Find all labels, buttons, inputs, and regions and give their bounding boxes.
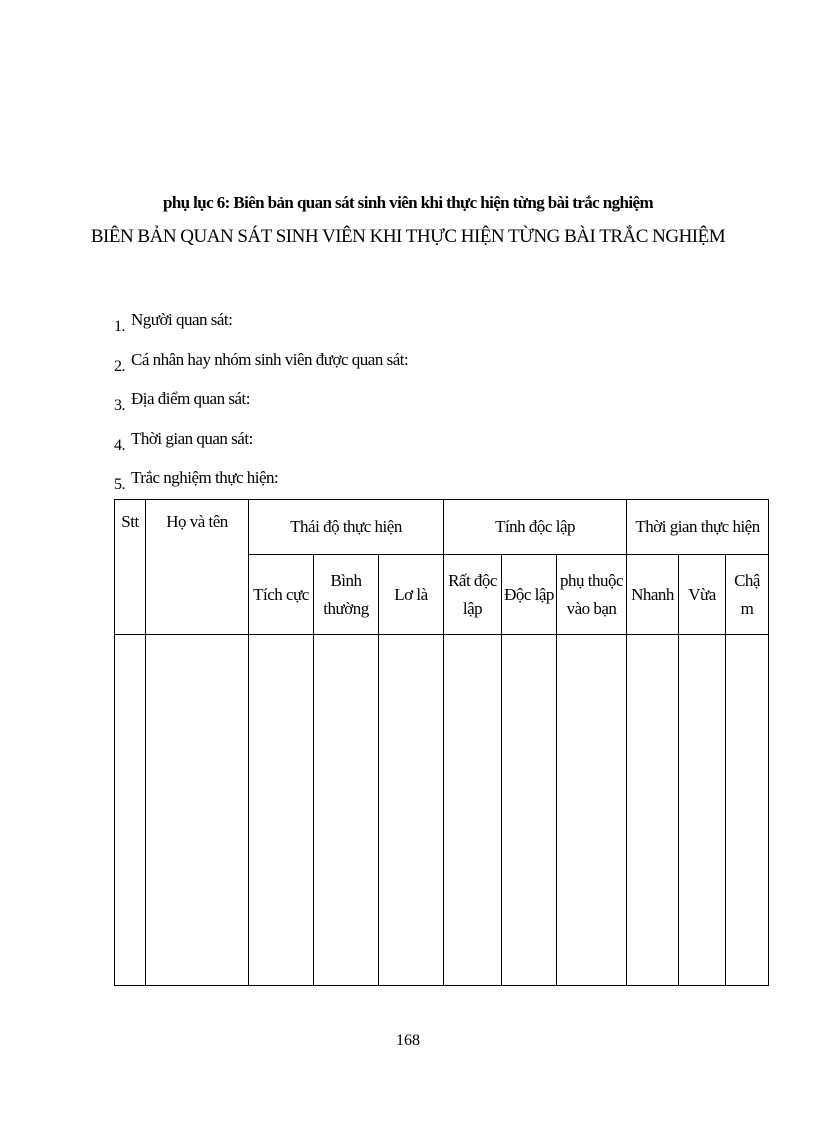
table-row (115, 635, 769, 986)
observed-students-label: Cá nhân hay nhóm sinh viên được quan sát: (131, 349, 409, 369)
list-item: 1. Người quan sát: (114, 310, 233, 335)
header-fast: Nhanh (627, 555, 679, 635)
table-cell (726, 635, 769, 986)
table-cell (627, 635, 679, 986)
header-independent: Độc lập (502, 555, 557, 635)
table-cell (557, 635, 627, 986)
list-item: 5. Trắc nghiệm thực hiện: (114, 468, 279, 493)
observation-info-list (114, 310, 408, 508)
header-independence-group: Tính độc lập (444, 500, 627, 555)
header-time-group: Thời gian thực hiện (627, 500, 769, 555)
page-number: 168 (396, 1032, 420, 1049)
header-very-independent: Rất độc lập (444, 555, 502, 635)
table-cell (379, 635, 444, 986)
table-cell (444, 635, 502, 986)
table-cell (314, 635, 379, 986)
header-attitude-group: Thái độ thực hiện (249, 500, 444, 555)
header-name: Họ và tên (146, 500, 249, 635)
location-label: Địa điểm quan sát: (131, 389, 250, 408)
time-label: Thời gian quan sát: (131, 428, 253, 448)
header-active: Tích cực (249, 555, 314, 635)
observation-table (114, 499, 769, 986)
header-medium: Vừa (679, 555, 726, 635)
header-dependent: phụ thuộc vào bạn (557, 555, 627, 635)
table-cell (679, 635, 726, 986)
header-slow: Chậ m (726, 555, 769, 635)
list-item: 3. Địa điểm quan sát: (114, 389, 250, 414)
table-cell (249, 635, 314, 986)
table-cell (115, 635, 146, 986)
test-label: Trắc nghiệm thực hiện: (131, 468, 279, 487)
table-cell (146, 635, 249, 986)
observer-label: Người quan sát: (131, 310, 233, 329)
header-careless: Lơ là (379, 555, 444, 635)
header-stt: Stt (115, 500, 146, 635)
list-item: 2. Cá nhân hay nhóm sinh viên được quan sát: (114, 349, 409, 375)
table-cell (502, 635, 557, 986)
list-item: 4. Thời gian quan sát: (114, 428, 253, 454)
appendix-subtitle: phụ lục 6: Biên bản quan sát sinh viên khi thực hiện từng bài trắc nghiệm (162, 193, 654, 212)
page-title: BIÊN BẢN QUAN SÁT SINH VIÊN KHI THỰC HIỆN TỪNG BÀI TRẮC NGHIỆM (90, 226, 726, 247)
header-normal: Bình thường (314, 555, 379, 635)
